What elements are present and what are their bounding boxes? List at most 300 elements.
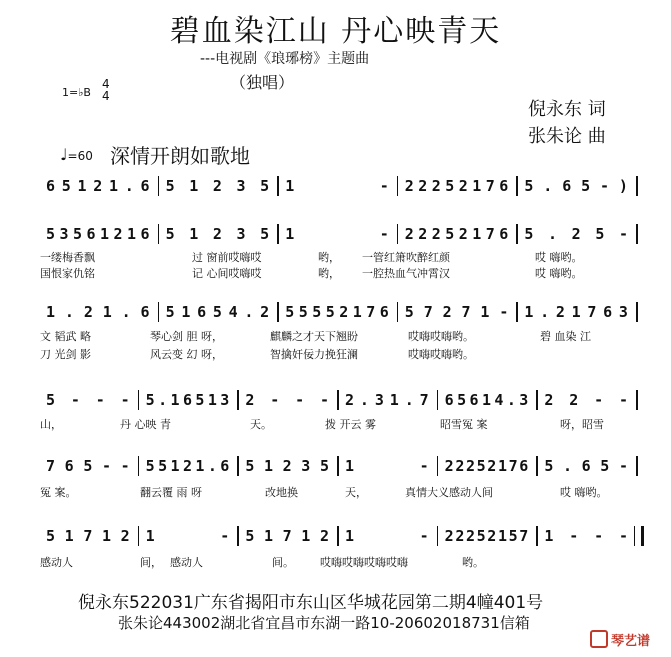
note: . [244, 303, 254, 321]
lyric-phrase: 刀 光剑 影 [40, 348, 91, 361]
note: 5 [145, 457, 155, 475]
note: - [499, 303, 509, 321]
lyric-phrase: 天， [345, 486, 367, 499]
note: 1 [64, 527, 74, 545]
measure [445, 456, 529, 476]
note: 4 [494, 391, 504, 409]
measure [245, 526, 329, 546]
bar-line [158, 176, 160, 196]
note: 2 [260, 303, 270, 321]
lyricist-address: 倪永东522031广东省揭阳市东山区华城花园第二期4幢401号 [78, 593, 544, 613]
bar-line [277, 302, 279, 322]
note: 5 [445, 225, 455, 243]
note: 3 [59, 225, 69, 243]
lyric-phrase: 琴心剑 胆 呀， [150, 330, 223, 343]
notation-row [0, 302, 671, 322]
note: 5 [145, 391, 155, 409]
note: - [220, 527, 230, 545]
lyric-phrase: 山， [40, 418, 62, 431]
measure [166, 176, 270, 196]
bar-line [636, 224, 638, 244]
note: . [158, 391, 168, 409]
notation-row [0, 176, 671, 196]
note: 5 [581, 177, 591, 195]
note: 1 [195, 457, 205, 475]
lyric-phrase: 感动人 [170, 556, 203, 569]
note: 5 [46, 527, 56, 545]
note: 2 [431, 225, 441, 243]
measure [146, 390, 230, 410]
note: 1 [544, 527, 554, 545]
final-bar-line [634, 526, 644, 546]
note: 7 [366, 303, 376, 321]
measure [445, 526, 529, 546]
note: 1 [285, 177, 295, 195]
note: 7 [519, 527, 529, 545]
note: 2 [282, 457, 292, 475]
note: 5 [298, 303, 308, 321]
note: 2 [182, 457, 192, 475]
lyric-phrase: 天。 [250, 418, 272, 431]
note: 1 [472, 177, 482, 195]
measure [544, 456, 628, 476]
note: 1 [46, 303, 56, 321]
bar-line [237, 526, 239, 546]
bar-line [536, 526, 538, 546]
note: - [618, 527, 628, 545]
note: 2 [442, 303, 452, 321]
lyric-phrase: 哟。 [462, 556, 484, 569]
measure [46, 456, 130, 476]
lyric-phrase: 过 窗前哎嗨哎 [192, 251, 262, 264]
time-signature [102, 78, 110, 102]
note: 5 [83, 457, 93, 475]
lyric-line [0, 249, 671, 263]
note: 1 [101, 527, 111, 545]
bar-line [138, 456, 140, 476]
note: 6 [220, 457, 230, 475]
performance-mode: （独唱） [230, 73, 295, 92]
measure [405, 302, 509, 322]
tempo-mark [60, 145, 93, 164]
note: 2 [83, 303, 93, 321]
note: - [618, 457, 628, 475]
note: . [548, 225, 558, 243]
notation-row [0, 456, 671, 476]
note: . [64, 303, 74, 321]
note: - [120, 457, 130, 475]
note: - [295, 391, 305, 409]
note: 2 [555, 303, 565, 321]
measure [544, 390, 628, 410]
note: 5 [404, 303, 414, 321]
bar-line [397, 302, 399, 322]
note: - [101, 457, 111, 475]
measure [46, 302, 150, 322]
bar-line [636, 456, 638, 476]
lyric-phrase: 哎嗨哎嗨哟。 [408, 348, 474, 361]
note: 3 [618, 303, 628, 321]
note: 7 [587, 303, 597, 321]
bar-line [536, 390, 538, 410]
lyric-phrase: 麒麟之才天下翘盼 [270, 330, 358, 343]
note: 1 [102, 303, 112, 321]
measure [405, 224, 509, 244]
measure [524, 224, 628, 244]
note: 6 [86, 225, 96, 243]
note: 7 [461, 303, 471, 321]
note: 1 [497, 527, 507, 545]
note: 5 [312, 303, 322, 321]
note: - [319, 391, 329, 409]
note: 1 [100, 225, 110, 243]
note: 1 [472, 225, 482, 243]
time-signature-bottom: 4 [102, 89, 110, 103]
subtitle: ---电视剧《琅琊榜》主题曲 [200, 51, 370, 67]
note: 6 [140, 225, 150, 243]
note: 1 [145, 527, 155, 545]
lyric-line [0, 265, 671, 279]
bar-line [277, 224, 279, 244]
note: 6 [197, 303, 207, 321]
note: 5 [319, 457, 329, 475]
note: . [121, 303, 131, 321]
lyric-phrase: 真情大义感动人间 [405, 486, 493, 499]
measure [285, 176, 389, 196]
note: 5 [445, 177, 455, 195]
bar-line [437, 390, 439, 410]
note: 2 [339, 303, 349, 321]
lyric-phrase: 一管红箫吹醉红颜 [362, 251, 450, 264]
lyric-line [0, 346, 671, 360]
measure [166, 302, 270, 322]
measure [524, 176, 628, 196]
note: 5 [600, 457, 610, 475]
note: 1 [263, 527, 274, 545]
note: 5 [524, 225, 534, 243]
bar-line [237, 390, 239, 410]
note: 2 [444, 527, 454, 545]
measure [46, 176, 150, 196]
lyricist-credit: 倪永东 词 [528, 99, 606, 120]
note: 2 [455, 457, 465, 475]
note: 5 [285, 303, 295, 321]
note: 6 [64, 457, 74, 475]
measure [445, 390, 529, 410]
note: - [618, 225, 628, 243]
lyric-phrase: 丹 心映 青 [120, 418, 171, 431]
quarter-note-icon: ♩ [60, 145, 68, 164]
lyric-phrase: 一腔热血气冲霄汉 [362, 267, 450, 280]
note: 2 [212, 177, 222, 195]
note: 4 [228, 303, 238, 321]
bar-line [158, 224, 160, 244]
lyric-phrase: 昭雪冤 案 [440, 418, 488, 431]
note: 3 [374, 391, 384, 409]
lyric-phrase: 间， [140, 556, 162, 569]
note: 5 [508, 527, 518, 545]
note: 2 [458, 225, 468, 243]
note: 2 [404, 225, 414, 243]
composer-credit: 张朱论 曲 [528, 126, 606, 147]
lyric-phrase: 翻云覆 雨 呀 [140, 486, 202, 499]
measure [345, 456, 429, 476]
lyric-phrase: 哟， [318, 267, 340, 280]
note: 1 [189, 225, 199, 243]
time-signature-top: 4 [102, 77, 110, 91]
note: . [207, 457, 217, 475]
note: 6 [519, 457, 529, 475]
note: 6 [182, 391, 192, 409]
note: 5 [476, 527, 486, 545]
note: 6 [499, 177, 509, 195]
note: 1 [170, 391, 180, 409]
note: 2 [418, 225, 428, 243]
note: 1 [207, 391, 217, 409]
bar-line [516, 176, 518, 196]
page-title: 碧血染江山 丹心映青天 [169, 14, 502, 49]
note: 5 [325, 303, 335, 321]
measure [345, 526, 429, 546]
note: 2 [544, 391, 554, 409]
lyric-phrase: 智擒奸佞力挽狂澜 [270, 348, 358, 361]
note: 6 [46, 177, 56, 195]
note: . [540, 303, 550, 321]
bar-line [516, 224, 518, 244]
lyric-line [0, 484, 671, 498]
note: 7 [423, 303, 433, 321]
lyric-phrase: 拨 开云 雾 [325, 418, 376, 431]
note: ) [618, 177, 628, 195]
measure [405, 176, 509, 196]
lyric-phrase: 感动人 [40, 556, 73, 569]
note: 5 [165, 225, 175, 243]
note: 1 [345, 457, 355, 475]
measure [544, 526, 628, 546]
note: 3 [236, 225, 246, 243]
notation-row [0, 390, 671, 410]
note: 1 [170, 457, 180, 475]
lyric-phrase: 哎嗨哎嗨哟。 [408, 330, 474, 343]
bar-line [397, 176, 399, 196]
note: 5 [245, 527, 255, 545]
note: 2 [120, 527, 130, 545]
note: 3 [301, 457, 311, 475]
note: 2 [465, 527, 475, 545]
key-signature: 1=♭B [62, 86, 91, 99]
note: 2 [487, 457, 497, 475]
note: 5 [73, 225, 83, 243]
note: - [594, 527, 604, 545]
expression-mark: 深情开朗如歌地 [110, 144, 250, 168]
note: 2 [458, 177, 468, 195]
note: 5 [195, 391, 205, 409]
note: . [359, 391, 369, 409]
bar-line [337, 526, 339, 546]
bar-line [138, 390, 140, 410]
note: 1 [571, 303, 581, 321]
note: 6 [581, 457, 591, 475]
note: 1 [127, 225, 137, 243]
notation-row [0, 224, 671, 244]
note: 6 [499, 225, 509, 243]
composer-address: 张朱论443002湖北省宜昌市东湖一路10-20602018731信箱 [118, 614, 530, 632]
note: 6 [140, 303, 150, 321]
measure [345, 390, 429, 410]
note: 2 [487, 527, 497, 545]
note: - [618, 391, 628, 409]
note: 5 [158, 457, 168, 475]
note: 7 [419, 391, 429, 409]
note: . [562, 457, 573, 475]
measure [46, 224, 150, 244]
lyric-phrase: 记 心间哎嗨哎 [192, 267, 262, 280]
note: 5 [245, 457, 255, 475]
note: - [569, 527, 579, 545]
note: 5 [46, 225, 56, 243]
bar-line [516, 302, 518, 322]
note: 5 [61, 177, 71, 195]
note: 5 [165, 177, 175, 195]
note: 5 [260, 177, 270, 195]
note: 6 [444, 391, 454, 409]
note: 6 [562, 177, 572, 195]
lyric-phrase: 哎 嗨哟。 [535, 251, 583, 264]
note: 1 [389, 391, 399, 409]
note: 2 [93, 177, 103, 195]
lyric-line [0, 328, 671, 342]
note: - [379, 177, 389, 195]
measure [166, 224, 270, 244]
note: 3 [236, 177, 246, 195]
note: 6 [379, 303, 389, 321]
lyric-phrase: 哎嗨哎嗨哎嗨哎嗨 [320, 556, 408, 569]
measure [146, 456, 230, 476]
bar-line [158, 302, 160, 322]
note: 1 [263, 457, 274, 475]
tempo-value: =60 [67, 149, 93, 163]
note: 1 [352, 303, 362, 321]
note: 1 [480, 303, 490, 321]
note: 7 [282, 527, 292, 545]
logo-text: 琴艺谱 [611, 634, 651, 649]
note: 1 [301, 527, 311, 545]
note: 1 [77, 177, 87, 195]
bar-line [337, 390, 339, 410]
bar-line [636, 302, 638, 322]
note: 5 [476, 457, 486, 475]
note: - [379, 225, 389, 243]
note: 6 [469, 391, 479, 409]
note: 2 [571, 225, 581, 243]
note: 7 [46, 457, 56, 475]
bar-line [397, 224, 399, 244]
lyric-phrase: 一缕梅香飘 [40, 251, 95, 264]
note: 1 [285, 225, 295, 243]
lyric-phrase: 哎 嗨哟。 [560, 486, 608, 499]
note: 2 [113, 225, 123, 243]
note: . [543, 177, 553, 195]
lyric-phrase: 文 韬武 略 [40, 330, 91, 343]
lyric-phrase: 哎 嗨哟。 [535, 267, 583, 280]
note: 3 [220, 391, 230, 409]
note: 6 [603, 303, 613, 321]
bar-line [237, 456, 239, 476]
measure [146, 526, 230, 546]
lyric-phrase: 碧 血染 江 [540, 330, 591, 343]
measure [245, 456, 329, 476]
note: 2 [431, 177, 441, 195]
measure [285, 224, 389, 244]
bar-line [437, 526, 439, 546]
measure [524, 302, 628, 322]
note: 7 [485, 225, 495, 243]
logo-icon [590, 630, 608, 648]
lyric-line [0, 416, 671, 430]
note: - [419, 457, 429, 475]
note: 2 [465, 457, 475, 475]
bar-line [536, 456, 538, 476]
note: 2 [455, 527, 465, 545]
note: - [270, 391, 280, 409]
note: - [419, 527, 429, 545]
lyric-phrase: 改地换 [265, 486, 298, 499]
note: 2 [245, 391, 255, 409]
note: 1 [345, 527, 355, 545]
note: - [600, 177, 610, 195]
lyric-phrase: 国恨家仇铭 [40, 267, 95, 280]
note: . [124, 177, 134, 195]
bar-line [636, 176, 638, 196]
bar-line [277, 176, 279, 196]
lyric-phrase: 冤 案。 [40, 486, 77, 499]
note: 2 [444, 457, 454, 475]
note: 2 [345, 391, 355, 409]
note: 5 [457, 391, 467, 409]
note: 5 [260, 225, 270, 243]
site-logo [590, 630, 650, 649]
note: - [70, 391, 80, 409]
note: 2 [418, 177, 428, 195]
note: - [594, 391, 604, 409]
measure [245, 390, 329, 410]
note: 6 [140, 177, 150, 195]
note: 5 [544, 457, 554, 475]
lyric-line [0, 554, 671, 568]
note: . [506, 391, 516, 409]
note: - [95, 391, 105, 409]
note: 2 [569, 391, 579, 409]
note: 3 [519, 391, 529, 409]
lyric-phrase: 间。 [272, 556, 294, 569]
bar-line [437, 456, 439, 476]
bar-line [138, 526, 140, 546]
note: 1 [181, 303, 191, 321]
lyric-phrase: 哟， [318, 251, 340, 264]
note: 5 [46, 391, 56, 409]
note: 7 [83, 527, 93, 545]
note: - [120, 391, 130, 409]
note: 2 [404, 177, 414, 195]
note: 7 [508, 457, 518, 475]
note: 2 [212, 225, 222, 243]
measure [46, 526, 130, 546]
lyric-phrase: 呀，昭雪 [560, 418, 604, 431]
note: 5 [595, 225, 605, 243]
note: 1 [109, 177, 119, 195]
note: 5 [524, 177, 534, 195]
note: 5 [165, 303, 175, 321]
